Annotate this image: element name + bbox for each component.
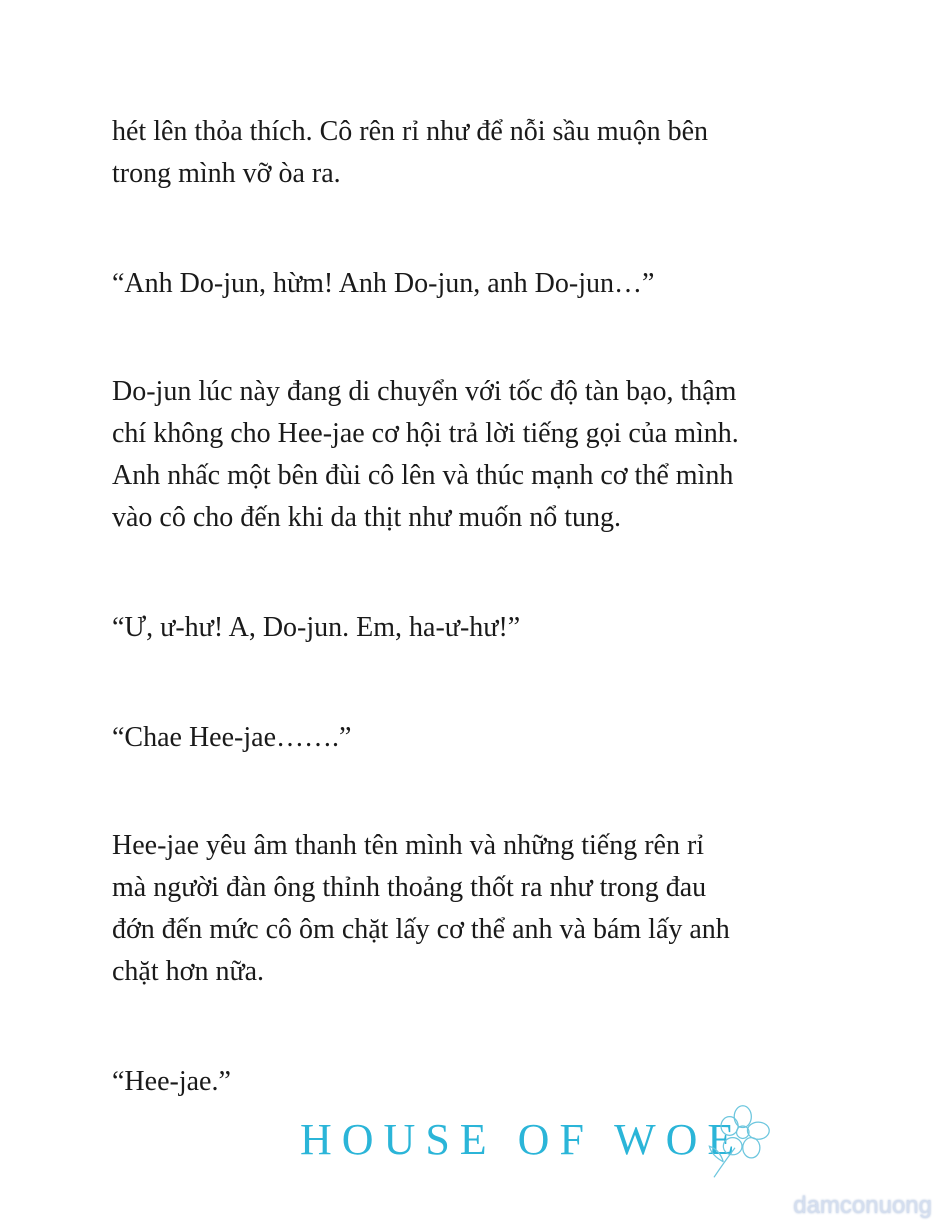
site-watermark: damconuong bbox=[793, 1192, 932, 1219]
text-line: Anh nhấc một bên đùi cô lên và thúc mạnh cơ thể mình bbox=[112, 460, 734, 491]
flower-watermark-icon bbox=[700, 1100, 770, 1180]
watermark: HOUSE OF WOE bbox=[300, 1115, 745, 1164]
text-line: Hee-jae yêu âm thanh tên mình và những tiếng rên rỉ bbox=[112, 830, 705, 861]
text-line: trong mình vỡ òa ra. bbox=[112, 158, 341, 189]
text-line: mà người đàn ông thỉnh thoảng thốt ra như trong đau bbox=[112, 872, 707, 903]
text-line: hét lên thỏa thích. Cô rên rỉ như để nỗi sầu muộn bên bbox=[112, 116, 709, 147]
text-line: Do-jun lúc này đang di chuyển với tốc độ tàn bạo, thậm bbox=[112, 376, 737, 407]
text-line: vào cô cho đến khi da thịt như muốn nổ tung. bbox=[112, 502, 621, 533]
dialogue-line: “Hee-jae.” bbox=[112, 1066, 231, 1097]
dialogue-line: “Ư, ư-hư! A, Do-jun. Em, ha-ư-hư!” bbox=[112, 612, 521, 643]
dialogue-line: “Anh Do-jun, hừm! Anh Do-jun, anh Do-jun…” bbox=[112, 268, 655, 299]
dialogue-line: “Chae Hee-jae…….” bbox=[112, 722, 352, 753]
text-line: đớn đến mức cô ôm chặt lấy cơ thể anh và bám lấy anh bbox=[112, 914, 730, 945]
text-line: chặt hơn nữa. bbox=[112, 956, 265, 987]
text-line: chí không cho Hee-jae cơ hội trả lời tiếng gọi của mình. bbox=[112, 418, 739, 449]
